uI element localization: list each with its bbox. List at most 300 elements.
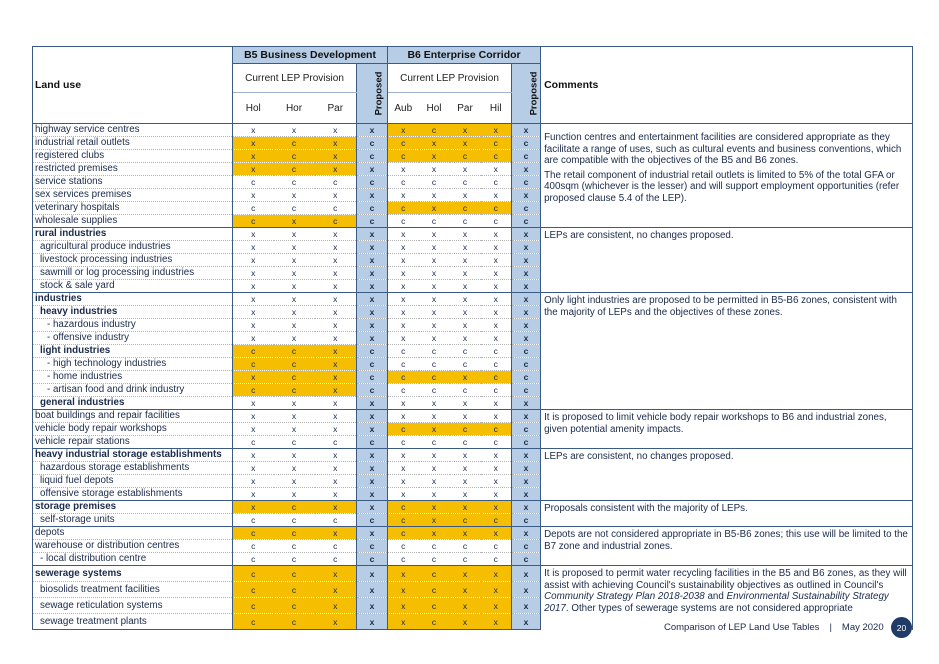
comment-text: [544, 568, 909, 614]
land-use-label: industrial retail outlets: [33, 137, 233, 150]
provision-cell: x: [450, 566, 481, 582]
provision-cell: x: [481, 319, 512, 332]
provision-cell: x: [233, 189, 274, 202]
proposed-cell: x: [357, 189, 388, 202]
comment-fragment: It is proposed to permit water recycling facilities in the B5 and B6 zones, as they will assist with achieving Council's sustainability objectives as outlined in Council's: [544, 568, 907, 591]
proposed-cell: x: [512, 254, 541, 267]
provision-cell: x: [274, 423, 315, 436]
provision-cell: x: [419, 501, 450, 514]
provision-cell: x: [315, 598, 357, 614]
b5-current-lep-header: Current LEP Provision: [233, 64, 357, 93]
provision-cell: x: [233, 488, 274, 501]
proposed-cell: x: [357, 241, 388, 254]
provision-cell: c: [450, 215, 481, 228]
provision-cell: c: [481, 176, 512, 189]
provision-cell: x: [274, 267, 315, 280]
provision-cell: x: [233, 150, 274, 163]
land-use-label: highway service centres: [33, 124, 233, 137]
provision-cell: c: [315, 540, 357, 553]
proposed-cell: c: [357, 384, 388, 397]
provision-cell: x: [315, 293, 357, 306]
provision-cell: c: [419, 598, 450, 614]
provision-cell: x: [233, 280, 274, 293]
provision-cell: x: [388, 306, 419, 319]
proposed-cell: x: [512, 293, 541, 306]
provision-cell: x: [315, 241, 357, 254]
provision-cell: x: [274, 462, 315, 475]
provision-cell: c: [233, 345, 274, 358]
land-use-label: service stations: [33, 176, 233, 189]
provision-cell: x: [481, 306, 512, 319]
provision-cell: x: [481, 397, 512, 410]
comment-fragment: and: [704, 591, 727, 602]
provision-cell: x: [315, 527, 357, 540]
land-use-label: - high technology industries: [33, 358, 233, 371]
proposed-cell: x: [357, 501, 388, 514]
provision-cell: x: [481, 280, 512, 293]
land-use-label: agricultural produce industries: [33, 241, 233, 254]
provision-cell: x: [388, 449, 419, 462]
b6-proposed-header: Proposed: [512, 64, 541, 124]
land-use-label: sewage treatment plants: [33, 614, 233, 630]
proposed-cell: x: [357, 462, 388, 475]
provision-cell: x: [388, 280, 419, 293]
land-use-label: sex services premises: [33, 189, 233, 202]
provision-cell: x: [315, 371, 357, 384]
provision-cell: x: [450, 488, 481, 501]
provision-cell: c: [233, 358, 274, 371]
provision-cell: x: [315, 582, 357, 598]
land-use-label: industries: [33, 293, 233, 306]
provision-cell: c: [233, 514, 274, 527]
footer-title: Comparison of LEP Land Use Tables: [664, 622, 820, 633]
provision-cell: x: [388, 566, 419, 582]
provision-cell: c: [450, 384, 481, 397]
provision-cell: x: [315, 150, 357, 163]
provision-cell: x: [233, 410, 274, 423]
provision-cell: c: [274, 582, 315, 598]
provision-cell: c: [481, 436, 512, 449]
provision-cell: c: [419, 540, 450, 553]
provision-cell: x: [419, 514, 450, 527]
provision-cell: x: [274, 124, 315, 137]
provision-cell: x: [419, 410, 450, 423]
provision-cell: c: [388, 423, 419, 436]
provision-cell: x: [419, 319, 450, 332]
provision-cell: x: [481, 124, 512, 137]
b6-current-lep-header: Current LEP Provision: [388, 64, 512, 93]
provision-cell: x: [233, 397, 274, 410]
provision-cell: c: [233, 598, 274, 614]
proposed-cell: c: [357, 137, 388, 150]
comment-text: Function centres and entertainment facilities are considered appropriate as they facilitate a range of uses, such as cultural events and business conventions, which are compatible with the objectives of the B5 and B6 zones.: [544, 132, 902, 166]
provision-cell: x: [274, 410, 315, 423]
provision-cell: x: [315, 124, 357, 137]
proposed-cell: x: [357, 488, 388, 501]
comment-text: It is proposed to limit vehicle body repair workshops to B6 and industrial zones, given potential amenity impacts.: [544, 412, 887, 435]
provision-cell: x: [450, 598, 481, 614]
provision-cell: x: [233, 293, 274, 306]
land-use-label: wholesale supplies: [33, 215, 233, 228]
provision-cell: c: [233, 202, 274, 215]
provision-cell: x: [315, 488, 357, 501]
provision-cell: x: [450, 137, 481, 150]
provision-cell: x: [481, 163, 512, 176]
proposed-cell: x: [512, 280, 541, 293]
proposed-cell: c: [512, 215, 541, 228]
provision-cell: x: [419, 397, 450, 410]
provision-cell: x: [233, 241, 274, 254]
provision-cell: c: [388, 137, 419, 150]
proposed-cell: c: [357, 215, 388, 228]
land-use-label: hazardous storage establishments: [33, 462, 233, 475]
provision-cell: c: [233, 215, 274, 228]
land-use-label: storage premises: [33, 501, 233, 514]
table-row: [33, 449, 913, 462]
provision-cell: c: [274, 553, 315, 566]
provision-cell: x: [419, 228, 450, 241]
proposed-cell: c: [357, 436, 388, 449]
provision-cell: x: [388, 462, 419, 475]
comment-cell: [541, 449, 913, 501]
footer-separator: |: [829, 622, 832, 633]
land-use-label: stock & sale yard: [33, 280, 233, 293]
land-use-label: restricted premises: [33, 163, 233, 176]
comment-cell: [541, 566, 913, 630]
provision-cell: c: [388, 384, 419, 397]
provision-cell: x: [388, 488, 419, 501]
provision-cell: x: [450, 332, 481, 345]
provision-cell: c: [481, 540, 512, 553]
land-use-label: - offensive industry: [33, 332, 233, 345]
provision-cell: x: [233, 124, 274, 137]
provision-cell: x: [274, 475, 315, 488]
proposed-cell: c: [512, 345, 541, 358]
proposed-cell: c: [357, 358, 388, 371]
provision-cell: x: [315, 501, 357, 514]
proposed-cell: x: [512, 501, 541, 514]
provision-cell: x: [481, 501, 512, 514]
provision-cell: c: [388, 501, 419, 514]
proposed-cell: c: [512, 514, 541, 527]
proposed-cell: x: [512, 582, 541, 598]
comment-text: Only light industries are proposed to be permitted in B5-B6 zones, consistent with the majority of LEPs and the objectives of these zones.: [544, 295, 897, 318]
provision-cell: x: [388, 582, 419, 598]
proposed-cell: c: [512, 371, 541, 384]
provision-cell: x: [450, 614, 481, 630]
provision-cell: x: [274, 319, 315, 332]
comment-cell: [541, 527, 913, 566]
provision-cell: c: [274, 614, 315, 630]
proposed-cell: x: [357, 527, 388, 540]
proposed-cell: x: [357, 267, 388, 280]
provision-cell: c: [315, 176, 357, 189]
proposed-cell: x: [512, 397, 541, 410]
provision-cell: x: [274, 397, 315, 410]
provision-cell: c: [481, 215, 512, 228]
provision-cell: x: [450, 501, 481, 514]
provision-cell: c: [450, 202, 481, 215]
proposed-cell: x: [512, 598, 541, 614]
land-use-label: liquid fuel depots: [33, 475, 233, 488]
provision-cell: c: [274, 540, 315, 553]
provision-cell: x: [481, 475, 512, 488]
provision-cell: c: [274, 514, 315, 527]
proposed-cell: x: [357, 293, 388, 306]
provision-cell: x: [481, 582, 512, 598]
proposed-cell: c: [512, 137, 541, 150]
provision-cell: x: [388, 397, 419, 410]
land-use-label: sawmill or log processing industries: [33, 267, 233, 280]
land-use-label: veterinary hospitals: [33, 202, 233, 215]
provision-cell: x: [233, 306, 274, 319]
provision-cell: x: [450, 397, 481, 410]
provision-cell: x: [450, 241, 481, 254]
table-row: [33, 293, 913, 306]
provision-cell: x: [315, 254, 357, 267]
provision-cell: c: [481, 137, 512, 150]
provision-cell: c: [419, 371, 450, 384]
provision-cell: c: [315, 436, 357, 449]
provision-cell: c: [274, 371, 315, 384]
provision-cell: x: [315, 410, 357, 423]
provision-cell: c: [419, 345, 450, 358]
provision-cell: c: [450, 553, 481, 566]
proposed-cell: x: [357, 397, 388, 410]
provision-cell: x: [450, 319, 481, 332]
proposed-cell: c: [512, 176, 541, 189]
provision-cell: x: [419, 475, 450, 488]
provision-cell: x: [419, 137, 450, 150]
proposed-cell: c: [357, 202, 388, 215]
provision-cell: c: [274, 137, 315, 150]
provision-cell: c: [274, 150, 315, 163]
provision-cell: x: [419, 189, 450, 202]
provision-cell: x: [481, 614, 512, 630]
provision-cell: x: [481, 566, 512, 582]
document-reference: Community Strategy Plan 2018-2038: [544, 591, 705, 602]
proposed-cell: x: [357, 306, 388, 319]
proposed-cell: c: [357, 514, 388, 527]
proposed-cell: x: [357, 410, 388, 423]
provision-cell: c: [315, 202, 357, 215]
proposed-cell: x: [357, 228, 388, 241]
proposed-cell: x: [512, 163, 541, 176]
land-use-label: sewerage systems: [33, 566, 233, 582]
land-use-label: - artisan food and drink industry: [33, 384, 233, 397]
provision-cell: x: [274, 241, 315, 254]
page-number-badge: 20: [891, 617, 912, 638]
provision-cell: c: [481, 514, 512, 527]
provision-cell: x: [388, 332, 419, 345]
provision-cell: x: [481, 332, 512, 345]
comment-cell: [541, 410, 913, 449]
land-use-label: heavy industries: [33, 306, 233, 319]
provision-cell: c: [388, 527, 419, 540]
provision-cell: x: [233, 137, 274, 150]
proposed-cell: c: [512, 202, 541, 215]
provision-cell: c: [388, 553, 419, 566]
zone-header: Hor: [274, 93, 315, 124]
proposed-cell: c: [512, 358, 541, 371]
proposed-cell: x: [512, 241, 541, 254]
provision-cell: c: [274, 436, 315, 449]
land-use-label: heavy industrial storage establishments: [33, 449, 233, 462]
comment-text: Proposals consistent with the majority of LEPs.: [544, 503, 748, 514]
proposed-cell: x: [357, 254, 388, 267]
provision-cell: c: [315, 553, 357, 566]
provision-cell: x: [233, 332, 274, 345]
proposed-cell: x: [357, 332, 388, 345]
zone-header: Aub: [388, 93, 419, 124]
provision-cell: x: [388, 293, 419, 306]
provision-cell: c: [419, 215, 450, 228]
provision-cell: c: [388, 514, 419, 527]
provision-cell: c: [233, 384, 274, 397]
provision-cell: x: [315, 163, 357, 176]
provision-cell: x: [274, 228, 315, 241]
proposed-cell: x: [512, 614, 541, 630]
provision-cell: c: [388, 345, 419, 358]
proposed-cell: x: [357, 582, 388, 598]
provision-cell: x: [233, 475, 274, 488]
provision-cell: c: [419, 176, 450, 189]
provision-cell: x: [450, 293, 481, 306]
provision-cell: x: [233, 423, 274, 436]
land-use-label: offensive storage establishments: [33, 488, 233, 501]
comment-text: Depots are not considered appropriate in B5-B6 zones; this use will be limited to the B7 zone and industrial zones.: [544, 529, 908, 552]
land-use-label: general industries: [33, 397, 233, 410]
provision-cell: x: [388, 475, 419, 488]
footer-date: May 2020: [841, 622, 884, 633]
b5-proposed-header: Proposed: [357, 64, 388, 124]
provision-cell: c: [419, 582, 450, 598]
provision-cell: x: [315, 189, 357, 202]
proposed-cell: x: [357, 163, 388, 176]
provision-cell: x: [419, 332, 450, 345]
provision-cell: x: [233, 267, 274, 280]
proposed-cell: x: [357, 124, 388, 137]
proposed-cell: x: [357, 280, 388, 293]
provision-cell: x: [481, 462, 512, 475]
provision-cell: c: [419, 614, 450, 630]
provision-cell: x: [388, 614, 419, 630]
provision-cell: x: [315, 423, 357, 436]
land-use-label: registered clubs: [33, 150, 233, 163]
provision-cell: c: [450, 150, 481, 163]
land-use-label: - local distribution centre: [33, 553, 233, 566]
provision-cell: x: [388, 228, 419, 241]
land-use-label: boat buildings and repair facilities: [33, 410, 233, 423]
provision-cell: x: [233, 228, 274, 241]
provision-cell: x: [388, 241, 419, 254]
provision-cell: c: [450, 176, 481, 189]
provision-cell: x: [315, 332, 357, 345]
proposed-cell: x: [357, 566, 388, 582]
provision-cell: x: [450, 228, 481, 241]
provision-cell: x: [315, 614, 357, 630]
provision-cell: c: [233, 540, 274, 553]
provision-cell: x: [481, 189, 512, 202]
provision-cell: x: [450, 280, 481, 293]
provision-cell: x: [315, 345, 357, 358]
provision-cell: x: [481, 267, 512, 280]
provision-cell: x: [481, 488, 512, 501]
provision-cell: c: [274, 358, 315, 371]
land-use-label: - hazardous industry: [33, 319, 233, 332]
proposed-cell: x: [512, 332, 541, 345]
provision-cell: x: [315, 462, 357, 475]
provision-cell: c: [388, 150, 419, 163]
provision-cell: x: [481, 598, 512, 614]
provision-cell: x: [233, 501, 274, 514]
provision-cell: c: [419, 358, 450, 371]
provision-cell: c: [388, 540, 419, 553]
table-row: [33, 410, 913, 423]
provision-cell: c: [233, 176, 274, 189]
provision-cell: x: [481, 228, 512, 241]
provision-cell: x: [450, 371, 481, 384]
table-row: [33, 566, 913, 582]
provision-cell: x: [388, 410, 419, 423]
provision-cell: x: [450, 449, 481, 462]
provision-cell: x: [419, 202, 450, 215]
provision-cell: x: [450, 475, 481, 488]
provision-cell: x: [450, 306, 481, 319]
proposed-cell: x: [512, 189, 541, 202]
provision-cell: c: [274, 384, 315, 397]
proposed-cell: x: [512, 124, 541, 137]
provision-cell: x: [419, 527, 450, 540]
provision-cell: x: [481, 293, 512, 306]
provision-cell: c: [481, 358, 512, 371]
provision-cell: x: [419, 267, 450, 280]
provision-cell: c: [233, 614, 274, 630]
proposed-cell: c: [512, 384, 541, 397]
proposed-cell: x: [357, 598, 388, 614]
comment-text: The retail component of industrial retail outlets is limited to 5% of the total GFA or 400sqm (whichever is the lesser) and will support employment opportunities (refer proposed clause 5.4 of the LEP).: [544, 169, 900, 204]
provision-cell: x: [233, 371, 274, 384]
provision-cell: x: [233, 163, 274, 176]
provision-cell: x: [450, 527, 481, 540]
table-row: [33, 124, 913, 137]
provision-cell: c: [274, 163, 315, 176]
b5-zone-header: B5 Business Development: [233, 47, 388, 64]
proposed-cell: c: [357, 345, 388, 358]
provision-cell: x: [419, 163, 450, 176]
provision-cell: x: [481, 254, 512, 267]
provision-cell: c: [315, 514, 357, 527]
comment-cell: [541, 501, 913, 527]
zone-header: Hol: [233, 93, 274, 124]
provision-cell: c: [419, 566, 450, 582]
provision-cell: x: [315, 228, 357, 241]
provision-cell: x: [481, 527, 512, 540]
table-row: [33, 501, 913, 514]
proposed-cell: c: [512, 423, 541, 436]
comment-cell: [541, 228, 913, 293]
provision-cell: x: [419, 306, 450, 319]
comment-text: LEPs are consistent, no changes proposed.: [544, 451, 734, 462]
provision-cell: c: [450, 540, 481, 553]
provision-cell: c: [450, 423, 481, 436]
provision-cell: c: [233, 436, 274, 449]
provision-cell: x: [481, 449, 512, 462]
provision-cell: x: [419, 488, 450, 501]
provision-cell: x: [450, 462, 481, 475]
provision-cell: c: [450, 358, 481, 371]
provision-cell: c: [274, 501, 315, 514]
